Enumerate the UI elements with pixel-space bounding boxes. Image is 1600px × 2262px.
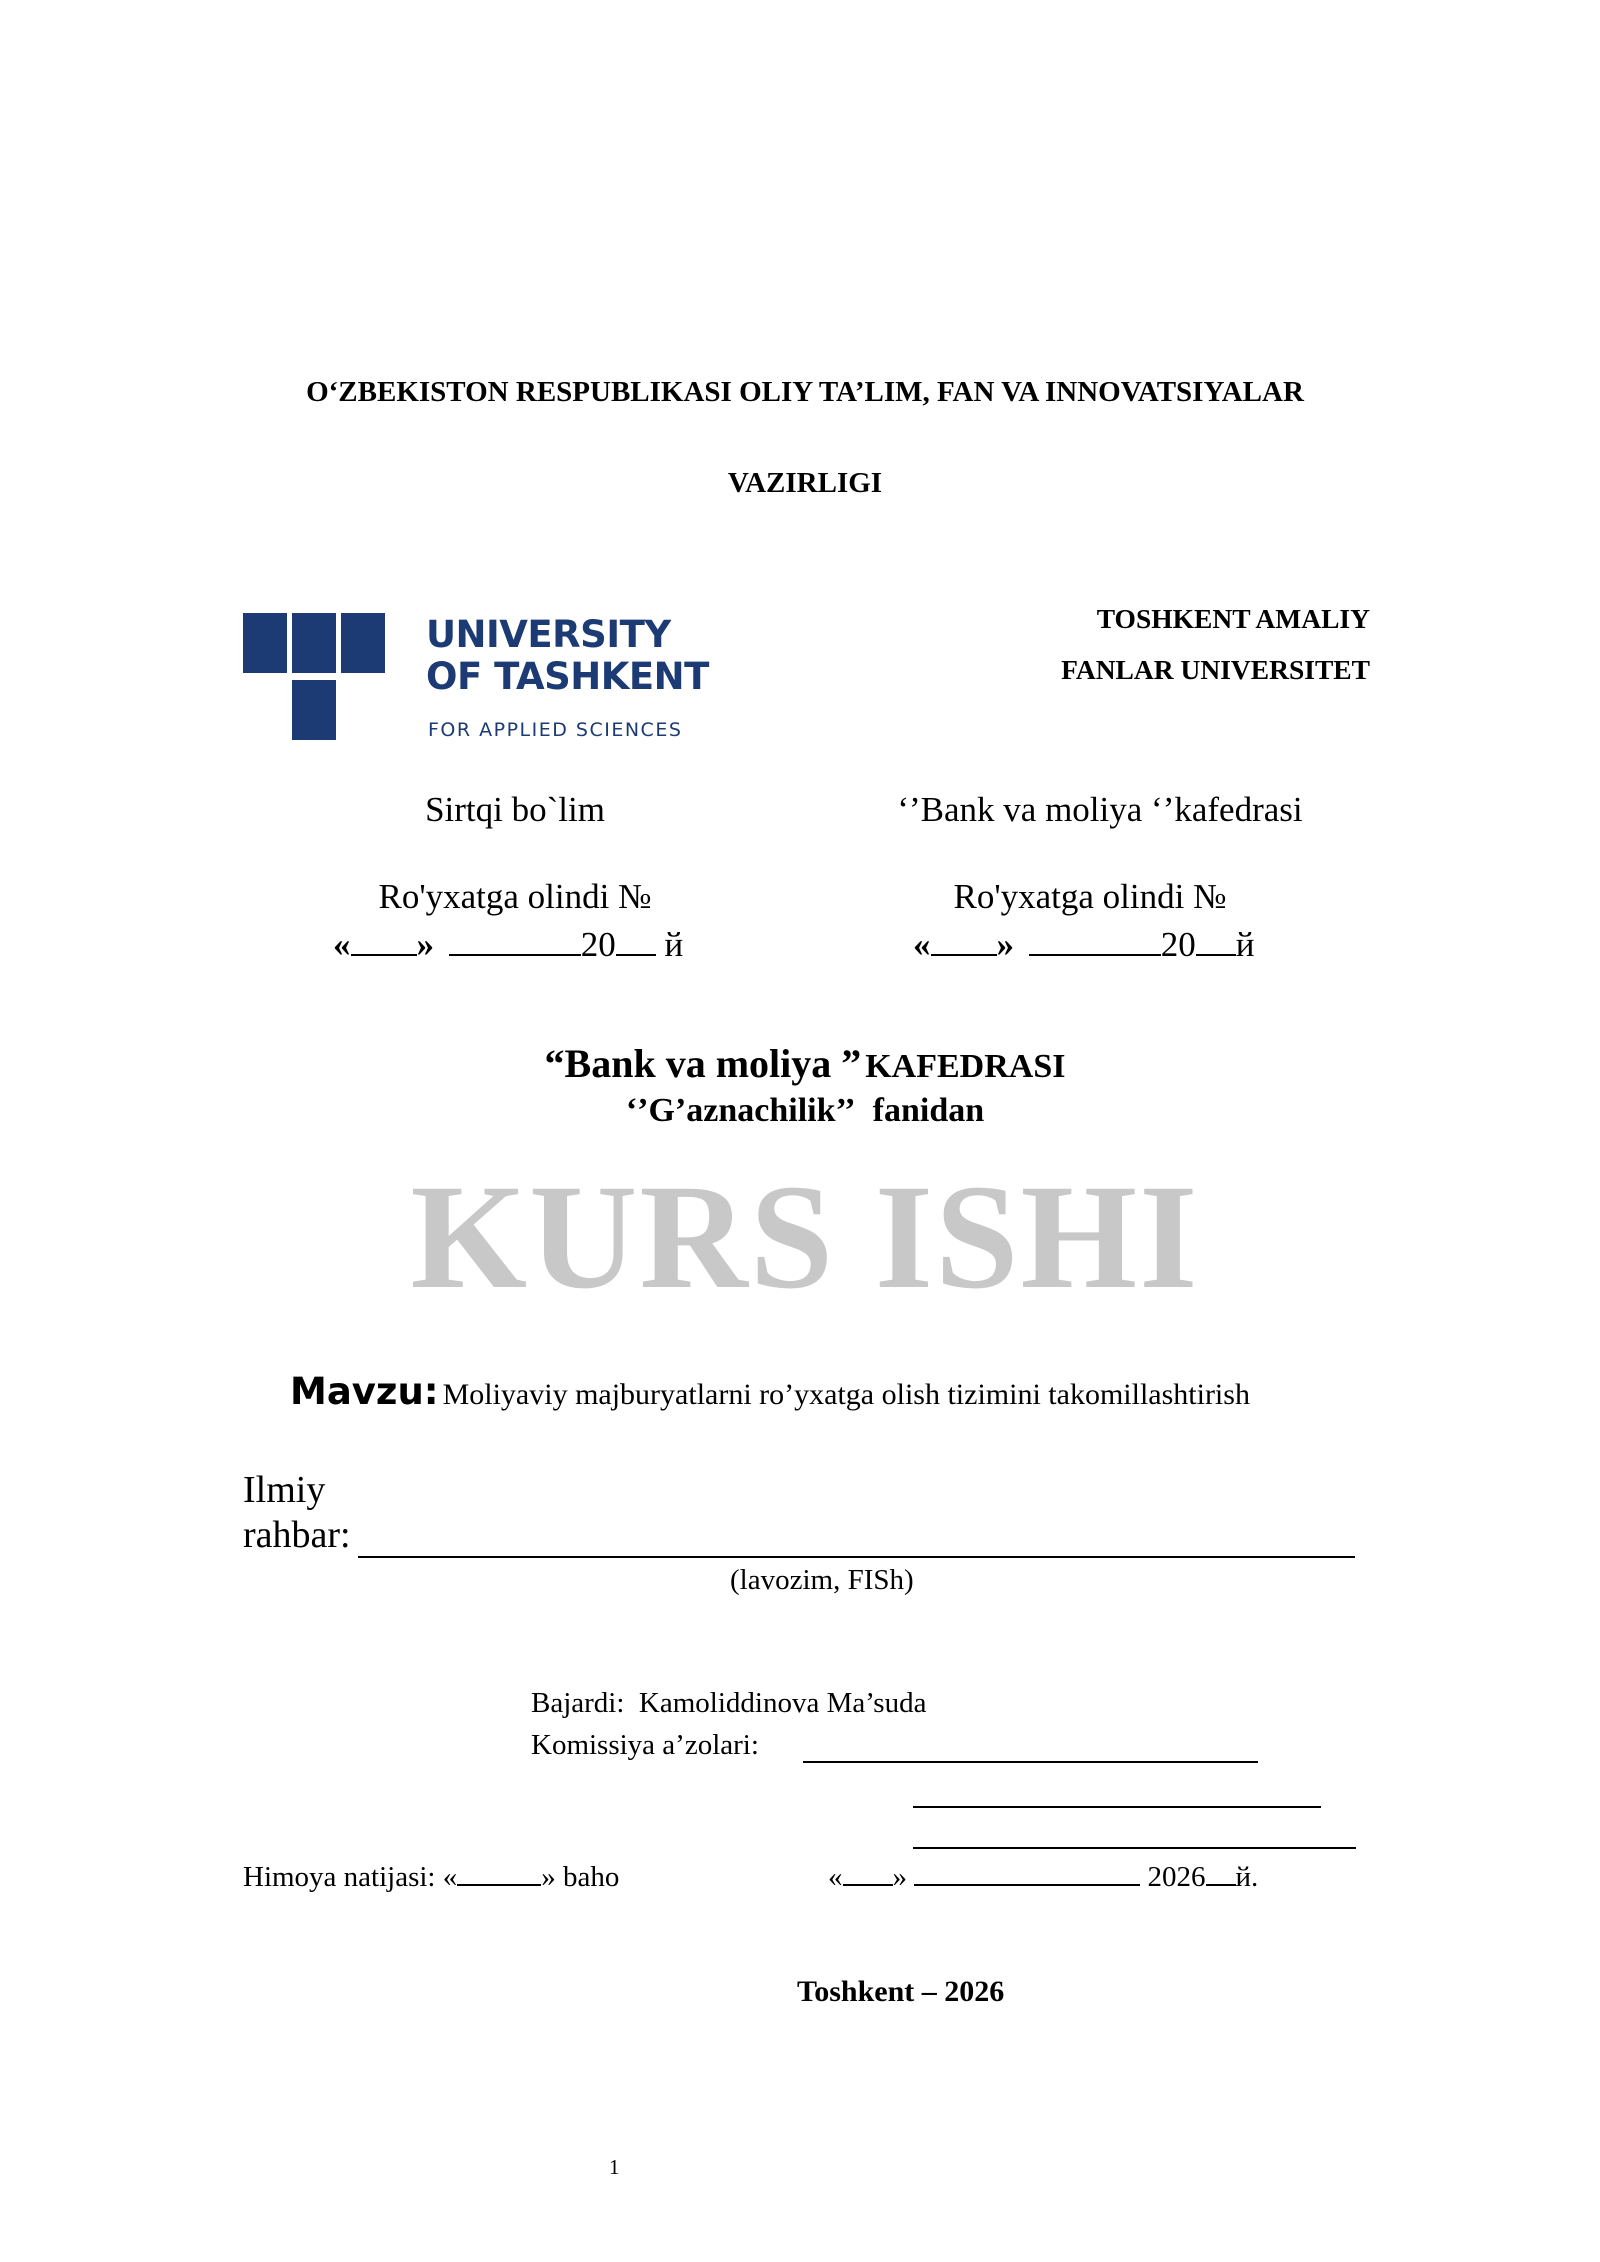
blank-month — [914, 1860, 1140, 1886]
logo-square-icon — [292, 613, 336, 673]
year-suffix: й — [664, 925, 684, 964]
executor-label: Bajardi: — [531, 1687, 625, 1719]
subject-suffix: fanidan — [872, 1092, 985, 1129]
date-quote-open: « — [828, 1861, 843, 1893]
ministry-title-line2: VAZIRLIGI — [727, 467, 883, 499]
blank-grade — [457, 1860, 541, 1886]
defense-result-prefix: Himoya natijasi: « — [243, 1861, 458, 1893]
blank-day — [931, 926, 997, 956]
supervisor-label-line1: Ilmiy — [243, 1469, 326, 1511]
quote-close: » — [416, 925, 434, 964]
blank-day — [351, 926, 417, 956]
kafedra-title — [200, 1040, 1410, 1087]
logo-square-icon — [292, 680, 336, 740]
subject-name: ‘’G’aznachilik’’ — [625, 1092, 856, 1129]
date-quote-close: » — [892, 1861, 907, 1893]
executor-line — [531, 1687, 926, 1720]
quote-open: « — [333, 925, 351, 964]
department-right: ‘’Bank va moliya ‘’kafedrasi — [897, 790, 1303, 829]
kafedra-suffix: KAFEDRASI — [865, 1048, 1066, 1085]
university-name-line2: FANLAR UNIVERSITET — [1061, 654, 1370, 685]
logo-text-applied-sciences: FOR APPLIED SCIENCES — [428, 719, 683, 741]
blank-month — [1029, 926, 1161, 956]
year-prefix: 20 — [580, 925, 616, 964]
topic-label: Mavzu: — [290, 1370, 439, 1413]
kafedra-name: “Bank va moliya ” — [544, 1041, 862, 1086]
logo-square-icon — [243, 613, 287, 673]
registration-label-right: Ro'yxatga olindi № — [953, 877, 1227, 916]
committee-line-3 — [913, 1847, 1356, 1849]
quote-open: « — [913, 925, 931, 964]
registration-date-right — [913, 925, 1254, 965]
blank-year — [1206, 1860, 1236, 1886]
defense-date — [828, 1860, 1258, 1894]
ministry-title-line1: O‘ZBEKISTON RESPUBLIKASI OLIY TA’LIM, FAN VA INNOVATSIYALAR — [306, 376, 1304, 408]
city-year: Toshkent – 2026 — [797, 1975, 1005, 2008]
committee-line-1 — [803, 1761, 1258, 1763]
committee-label: Komissiya a’zolari: — [531, 1729, 759, 1761]
topic-text: Moliyaviy majburyatlarni ro’yxatga olish tizimini takomillashtirish — [442, 1378, 1250, 1411]
logo-text-of-tashkent: OF TASHKENT — [426, 655, 709, 698]
page-number: 1 — [609, 2155, 620, 2179]
logo-text-university: UNIVERSITY — [426, 613, 671, 656]
university-logo — [243, 613, 709, 745]
registration-date-left — [333, 925, 683, 965]
registration-label-left: Ro'yxatga olindi № — [378, 877, 652, 916]
year-prefix: 20 — [1160, 925, 1196, 964]
topic-line — [290, 1370, 1250, 1413]
defense-result — [243, 1860, 619, 1894]
executor-name: Kamoliddinova Ma’suda — [638, 1687, 927, 1719]
supervisor-caption: (lavozim, FISh) — [730, 1564, 914, 1596]
blank-year — [616, 926, 656, 956]
defense-result-suffix: » baho — [541, 1861, 620, 1893]
supervisor-label-line2: rahbar: — [243, 1514, 351, 1556]
quote-close: » — [996, 925, 1014, 964]
defense-year: 2026 — [1147, 1861, 1206, 1893]
blank-day — [843, 1860, 893, 1886]
blank-month — [449, 926, 581, 956]
blank-year — [1196, 926, 1236, 956]
logo-square-icon — [341, 613, 385, 673]
supervisor-underline — [358, 1556, 1355, 1558]
document-title: KURS ISHI — [410, 1154, 1200, 1320]
subject-line — [200, 1092, 1410, 1130]
department-left: Sirtqi bo`lim — [425, 790, 605, 829]
defense-year-suffix: й. — [1235, 1861, 1259, 1893]
university-name-line1: TOSHKENT AMALIY — [1096, 603, 1370, 634]
committee-line-2 — [913, 1806, 1321, 1808]
year-suffix: й — [1235, 925, 1255, 964]
